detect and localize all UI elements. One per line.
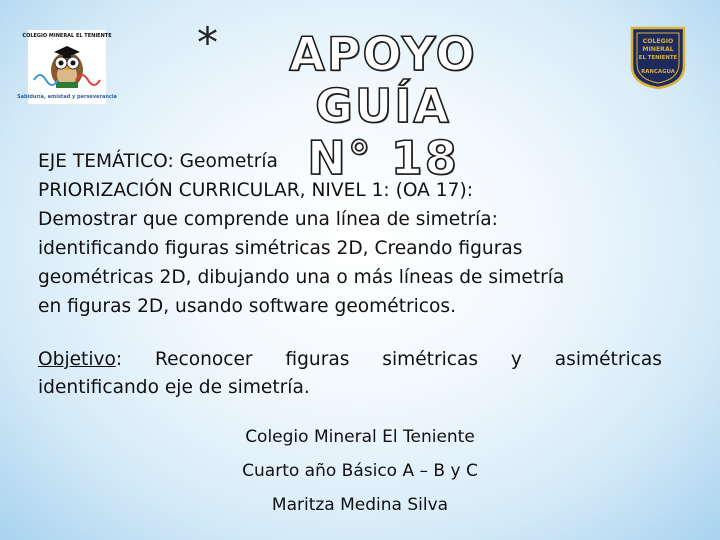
school-badge-right xyxy=(630,26,686,90)
badge-line-2: MINERAL xyxy=(642,46,674,53)
objective-label-group xyxy=(38,346,122,374)
objective-line-2: identificando eje de simetría. xyxy=(38,377,310,398)
shield-badge-icon xyxy=(630,26,686,90)
description-line-4: en figuras 2D, usando software geométricos. xyxy=(38,296,457,317)
objective-label: Objetivo xyxy=(38,349,116,370)
school-name: Colegio Mineral El Teniente xyxy=(245,427,475,447)
school-logo-left xyxy=(17,30,117,104)
author-name: Maritza Medina Silva xyxy=(271,495,449,515)
badge-bottom-text: RANCAGUA xyxy=(641,69,675,75)
owl-mascot-icon xyxy=(17,30,117,104)
credits-block xyxy=(180,420,540,522)
description-line-2: identificando figuras simétricas 2D, Creando figuras xyxy=(38,238,523,259)
objective-block xyxy=(38,346,662,402)
grade-level: Cuarto año Básico A – B y C xyxy=(242,461,478,481)
objective-line-1 xyxy=(38,346,662,374)
eje-tematico-line: EJE TEMÁTICO: Geometría xyxy=(38,151,278,172)
objective-word: simétricas xyxy=(382,349,479,370)
objective-word: Reconocer xyxy=(154,349,253,370)
curriculum-block xyxy=(38,147,678,321)
left-logo-bottom-text: Sabiduría, amistad y perseverancia xyxy=(17,94,117,100)
badge-line-3: EL TENIENTE xyxy=(638,55,678,61)
title-line-2: N° 18 xyxy=(307,131,459,185)
objective-colon: : xyxy=(115,349,123,370)
description-line-1: Demostrar que comprende una línea de simetría: xyxy=(38,209,498,230)
badge-line-1: COLEGIO xyxy=(642,38,674,45)
objective-word: figuras xyxy=(285,349,350,370)
priorizacion-line: PRIORIZACIÓN CURRICULAR, NIVEL 1: (OA 17): xyxy=(38,180,473,201)
title-line-1: APOYO GUÍA xyxy=(289,27,477,133)
objective-word: asimétricas xyxy=(554,349,662,370)
bullet-asterisk: * xyxy=(197,18,218,67)
description-line-3: geométricas 2D, dibujando una o más líneas de simetría xyxy=(38,267,565,288)
left-logo-top-text: COLEGIO MINERAL EL TENIENTE xyxy=(22,33,112,39)
objective-word: y xyxy=(510,349,522,370)
